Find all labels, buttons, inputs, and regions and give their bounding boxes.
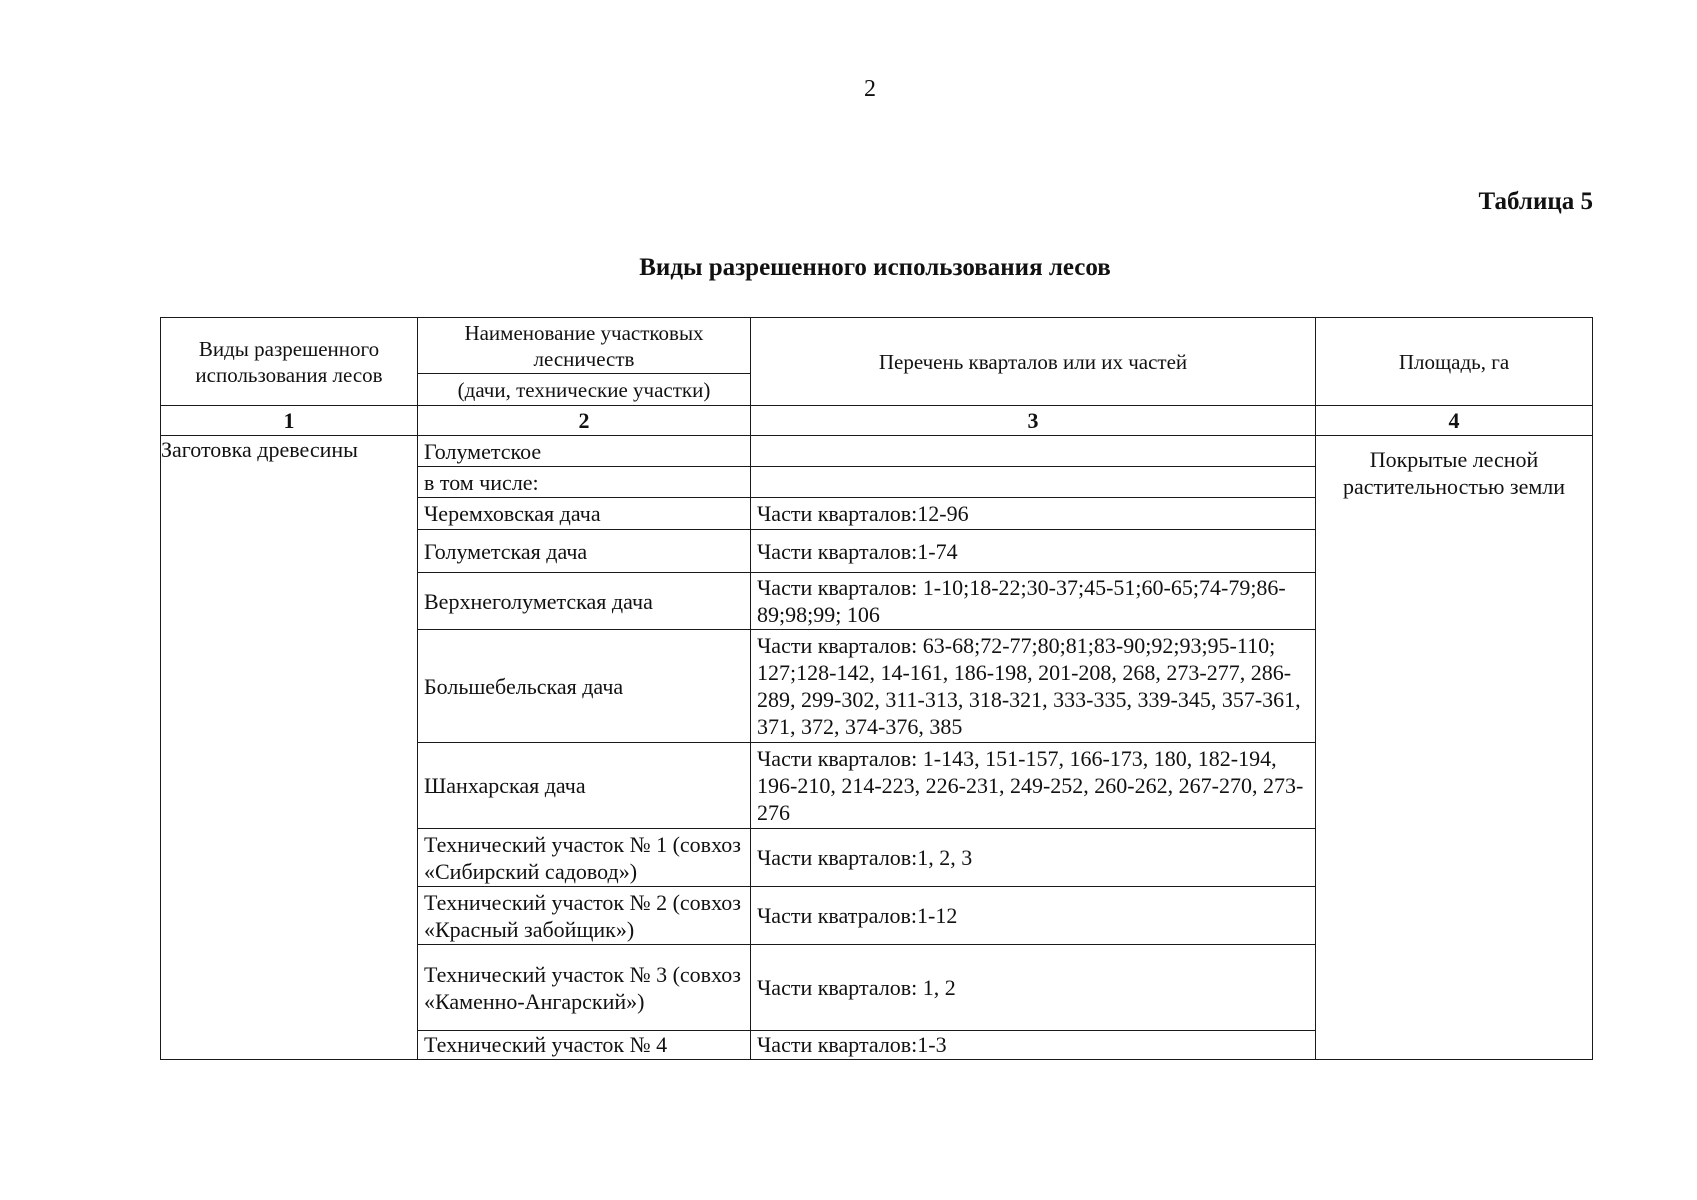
quarters-list: Части кватралов:1-12 xyxy=(751,887,1316,945)
forestry-name: Голуметское xyxy=(418,436,751,467)
header-forestry-name: Наименование участковых лесничеств xyxy=(418,318,751,374)
quarters-list: Части кварталов:1, 2, 3 xyxy=(751,829,1316,887)
area-note: Покрытые лесной растительностью земли xyxy=(1316,436,1593,1060)
header-forestry-sub: (дачи, технические участки) xyxy=(418,374,751,406)
table-row xyxy=(161,436,1593,467)
column-number-row xyxy=(161,406,1593,436)
header-quarters-list: Перечень кварталов или их частей xyxy=(751,318,1316,406)
quarters-list: Части кварталов: 1, 2 xyxy=(751,945,1316,1031)
quarters-list: Части кварталов: 63-68;72-77;80;81;83-90;92;93;95-110; 127;128-142, 14-161, 186-198, 201-208, 268, 273-277, 286-289, 299-302, 311-313, 318-321, 333-335, 339-345, 357-361, 371, 372, 374-376, 385 xyxy=(751,630,1316,743)
quarters-list xyxy=(751,467,1316,498)
header-use-type: Виды разрешенного использования лесов xyxy=(161,318,418,406)
quarters-list: Части кварталов:12-96 xyxy=(751,498,1316,530)
forestry-name: в том числе: xyxy=(418,467,751,498)
quarters-list: Части кварталов:1-3 xyxy=(751,1031,1316,1060)
document-title: Виды разрешенного использования лесов xyxy=(639,254,1111,281)
column-number: 3 xyxy=(751,406,1316,436)
column-number: 1 xyxy=(161,406,418,436)
header-area: Площадь, га xyxy=(1316,318,1593,406)
forestry-name: Черемховская дача xyxy=(418,498,751,530)
header-row xyxy=(161,318,1593,374)
forestry-name: Технический участок № 1 (совхоз «Сибирский садовод») xyxy=(418,829,751,887)
forestry-name: Шанхарская дача xyxy=(418,743,751,829)
forestry-name: Технический участок № 2 (совхоз «Красный забойщик») xyxy=(418,887,751,945)
page-number: 2 xyxy=(864,76,876,102)
quarters-list xyxy=(751,436,1316,467)
use-category: Заготовка древесины xyxy=(161,436,418,1060)
quarters-list: Части кварталов: 1-10;18-22;30-37;45-51;60-65;74-79;86-89;98;99; 106 xyxy=(751,573,1316,630)
quarters-list: Части кварталов:1-74 xyxy=(751,530,1316,573)
table-label: Таблица 5 xyxy=(1478,188,1593,215)
quarters-list: Части кварталов: 1-143, 151-157, 166-173, 180, 182-194, 196-210, 214-223, 226-231, 249-252, 260-262, 267-270, 273-276 xyxy=(751,743,1316,829)
forestry-name: Технический участок № 3 (совхоз «Каменно-Ангарский») xyxy=(418,945,751,1031)
column-number: 4 xyxy=(1316,406,1593,436)
forestry-name: Верхнеголуметская дача xyxy=(418,573,751,630)
forestry-name: Большебельская дача xyxy=(418,630,751,743)
forestry-name: Технический участок № 4 xyxy=(418,1031,751,1060)
forestry-name: Голуметская дача xyxy=(418,530,751,573)
column-number: 2 xyxy=(418,406,751,436)
forest-use-table xyxy=(160,317,1593,1060)
